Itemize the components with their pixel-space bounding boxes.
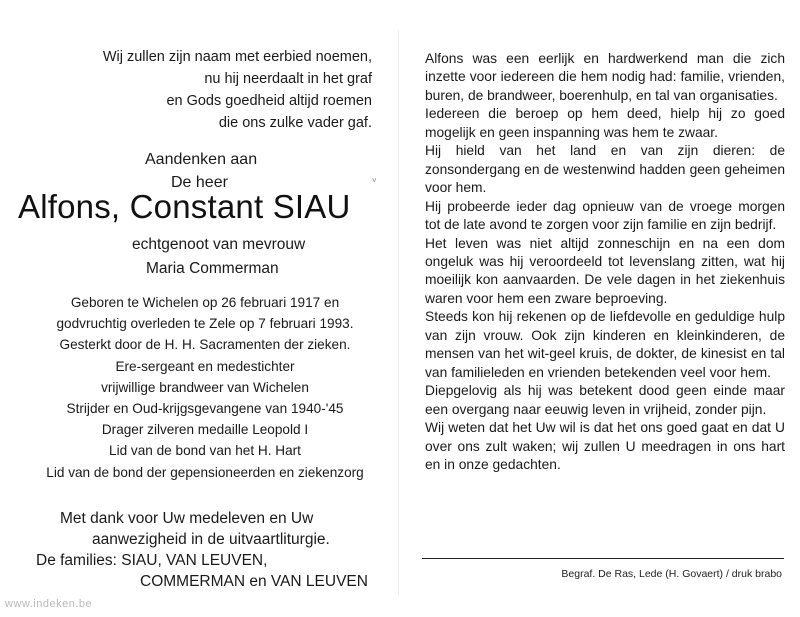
bio-line: Lid van de bond der gepensioneerden en ziekenzorg: [46, 464, 364, 480]
thanks-line: Met dank voor Uw medeleven en Uw: [60, 510, 314, 527]
thanks-section: [36, 508, 368, 592]
tribute-paragraph: Hij hield van het land en van zijn dieren: de zonsondergang en de westenwind hadden geen geheimen voor hem.: [425, 143, 785, 196]
tribute-paragraph: Het leven was niet altijd zonneschijn en na een dom ongeluk was hij veroordeeld tot levenslang zitten, wat hij moeilijk kon aanvaarden. De vele dagen in het ziekenhuis waren voor hem een zware beproeving.: [425, 235, 785, 306]
poem-line: en Gods goedheid altijd roemen: [166, 93, 372, 109]
spouse-line: echtgenoot van mevrouw: [132, 236, 306, 253]
biography: [30, 292, 380, 483]
tribute-paragraph: Steeds kon hij rekenen op de liefdevolle en geduldige hulp van zijn vrouw. Ook zijn kinderen en kleinkinderen, de mensen van het wit-geel kruis, de dokter, de kinesist en tal van familieleden en vrienden betekenden veel voor hem.: [425, 309, 785, 380]
tribute-paragraph: Wij weten dat het Uw wil is dat het ons goed gaat en dat U over ons zult waken; wij zullen U meedragen in ons hart en in onze gedachten.: [425, 420, 785, 472]
tribute-paragraph: Hij probeerde ieder dag opnieuw van de vroege morgen tot de late avond te zorgen voor zijn familie en zijn bedrijf.: [425, 198, 785, 233]
spouse-info: [132, 233, 305, 281]
funeral-credit: Begraf. De Ras, Lede (H. Govaert) / druk brabo: [561, 568, 782, 580]
tribute-text: [425, 50, 785, 474]
families-line: De families: SIAU, VAN LEUVEN,: [36, 552, 268, 569]
thanks-line: aanwezigheid in de uitvaartliturgie.: [92, 531, 330, 548]
deceased-name: Alfons, Constant SIAU: [18, 188, 351, 225]
bio-line: Geboren te Wichelen op 26 februari 1917 en: [70, 295, 340, 310]
bio-line: Drager zilveren medaille Leopold I: [101, 422, 309, 438]
bio-line: vrijwillige brandweer van Wichelen: [101, 379, 309, 395]
poem-line: nu hij neerdaalt in het graf: [204, 71, 372, 87]
right-panel: [400, 0, 800, 617]
tribute-paragraph: Iedereen die beroep op hem deed, hielp hij zo goed mogelijk en geen inspanning was hem te zwaar.: [425, 106, 785, 140]
bio-line: Gesterkt door de H. H. Sacramenten der zieken.: [59, 337, 351, 353]
bio-line: Strijder en Oud-krijgsgevangene van 1940-'45: [66, 401, 344, 417]
intro-title: De heer: [171, 174, 228, 191]
divider-rule: [422, 558, 784, 559]
tribute-paragraph: Alfons was een eerlijk en hardwerkend man die zich inzette voor iedereen die hem nodig had: familie, vrienden, buren, de brandweer, boerenhulp, en tal van organisaties.: [425, 51, 785, 103]
poem-line: die ons zulke vader gaf.: [218, 115, 372, 131]
print-speck: ˅: [372, 176, 377, 185]
tribute-paragraph: Diepgelovig als hij was betekent dood geen einde maar een overgang naar eeuwig leven in vrijheid, zonder pijn.: [425, 383, 785, 417]
families-line: COMMERMAN en VAN LEUVEN: [140, 573, 368, 590]
bio-line: Lid van de bond van het H. Hart: [109, 443, 301, 459]
bio-line: Ere-sergeant en medestichter: [115, 358, 295, 374]
spouse-name: Maria Commerman: [146, 260, 279, 277]
bio-line: godvruchtig overleden te Zele op 7 februari 1993.: [56, 316, 354, 332]
poem-line: Wij zullen zijn naam met eerbied noemen,: [102, 49, 372, 65]
site-watermark: www.indeken.be: [5, 598, 93, 610]
intro-line: Aandenken aan: [145, 151, 258, 168]
poem: [103, 46, 372, 134]
